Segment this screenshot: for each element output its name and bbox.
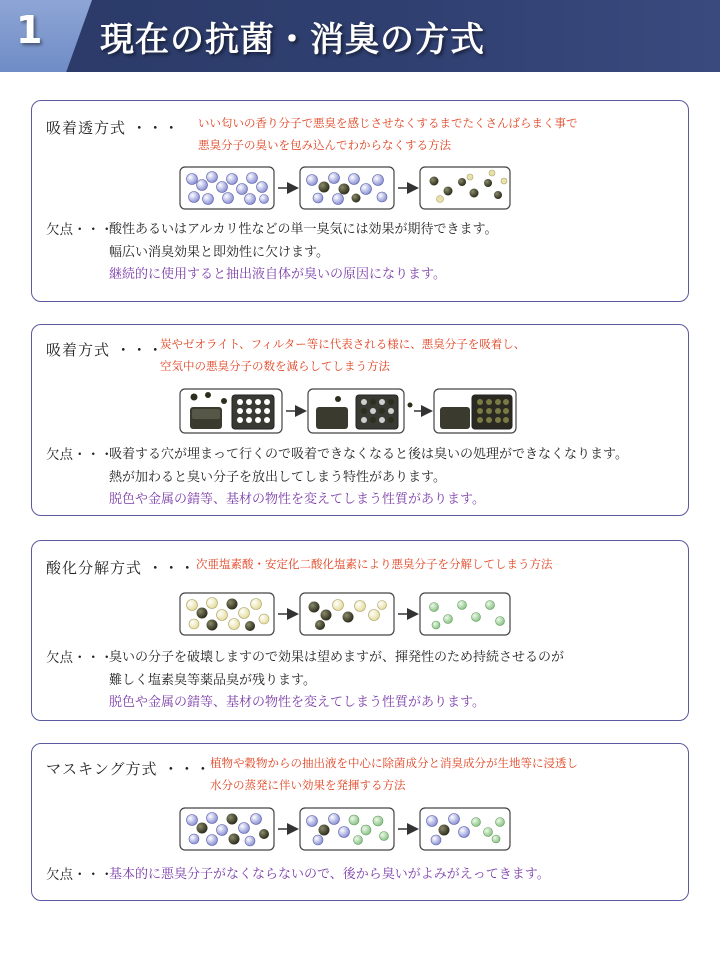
method-card-adsorption-permeation xyxy=(31,100,689,302)
drawback-item: 難しく塩素臭等薬品臭が残ります。 xyxy=(109,672,316,688)
process-diagram xyxy=(178,806,512,852)
drawback-item: 吸着する穴が埋まって行くので吸着できなくなると後は臭いの処理ができなくなります。 xyxy=(109,447,628,462)
drawback-list xyxy=(109,864,550,887)
process-diagram xyxy=(178,165,512,211)
drawback-list xyxy=(109,444,628,512)
method-description: 炭やゼオライト、フィルター等に代表される様に、悪臭分子を吸着し、 空気中の悪臭分子の数を減らしてしまう方法 xyxy=(160,337,526,373)
section-number-panel xyxy=(0,0,92,72)
filter-diagram xyxy=(178,387,518,435)
drawback-list xyxy=(109,647,564,715)
method-name: 吸着方式 ・・・ xyxy=(46,341,164,359)
drawback-item: 幅広い消臭効果と即効性に欠けます。 xyxy=(109,244,329,260)
drawback-item: 臭いの分子を破壊しますので効果は望めますが、揮発性のため持続させるのが xyxy=(109,650,565,665)
method-description: 植物や穀物からの抽出液を中心に除菌成分と消臭成分が生地等に浸透し 水分の蒸発に伴い効果を発揮する方法 xyxy=(210,756,578,792)
method-description: いい匂いの香り分子で悪臭を感じさせなくするまでたくさんばらまく事で 悪臭分子の臭いを包み込んでわからなくする方法 xyxy=(198,116,578,152)
charcoal-block xyxy=(190,407,222,429)
drawback-item: 酸性あるいはアルカリ性などの単一臭気には効果が期待できます。 xyxy=(109,222,498,237)
method-card-adsorption xyxy=(31,324,689,516)
method-name: 吸着透方式 ・・・ xyxy=(46,119,180,137)
page-header xyxy=(0,0,720,72)
drawback-label: 欠点・・・ xyxy=(46,447,114,463)
method-card-oxidative-decomposition xyxy=(31,540,689,721)
drawback-list xyxy=(109,219,497,287)
drawback-item: 熱が加わると臭い分子を放出してしまう特性があります。 xyxy=(109,469,446,485)
process-diagram xyxy=(178,591,512,637)
drawback-emphasis: 脱色や金属の錆等、基材の物性を変えてしまう性質があります。 xyxy=(109,695,485,710)
drawback-label: 欠点・・・ xyxy=(46,222,114,238)
page-title: 現在の抗菌・消臭の方式 xyxy=(100,20,485,60)
drawback-label: 欠点・・・ xyxy=(46,867,114,883)
process-diagram xyxy=(178,387,518,435)
section-number: 1 xyxy=(16,8,43,52)
drawback-emphasis: 継続的に使用すると抽出液自体が臭いの原因になります。 xyxy=(109,267,446,282)
molecule-diagram xyxy=(178,806,512,852)
method-description: 次亜塩素酸・安定化二酸化塩素により悪臭分子を分解してしまう方法 xyxy=(196,557,553,571)
method-name: マスキング方式 ・・・ xyxy=(46,760,212,778)
molecule-diagram xyxy=(178,591,512,637)
drawback-label: 欠点・・・ xyxy=(46,650,114,666)
drawback-emphasis: 基本的に悪臭分子がなくならないので、後から臭いがよみがえってきます。 xyxy=(109,867,550,882)
molecule-diagram xyxy=(178,165,512,211)
method-name: 酸化分解方式 ・・・ xyxy=(46,559,196,577)
drawback-emphasis: 脱色や金属の錆等、基材の物性を変えてしまう性質があります。 xyxy=(109,492,485,507)
method-card-masking xyxy=(31,743,689,901)
